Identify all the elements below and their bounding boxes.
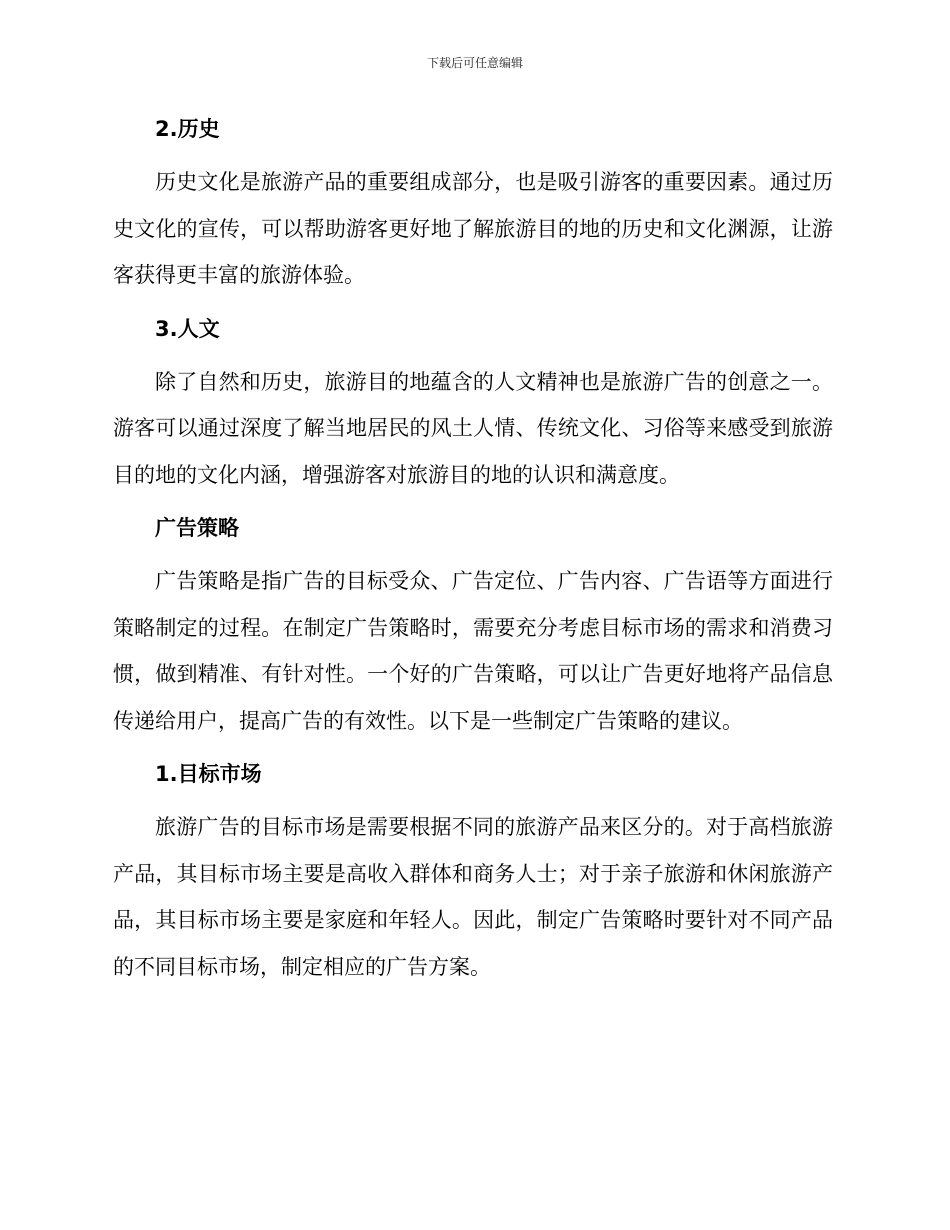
section-heading-target-market: 1.目标市场 [155, 762, 262, 786]
section-paragraph-history: 历史文化是旅游产品的重要组成部分，也是吸引游客的重要因素。通过历史文化的宣传，可以帮助游客更好地了解旅游目的地的历史和文化渊源，让游客获得更丰富的旅游体验。 [113, 170, 833, 287]
header-note: 下载后可任意编辑 [426, 56, 523, 70]
section-heading-ad-strategy: 广告策略 [155, 516, 239, 540]
document-body [113, 108, 833, 999]
section-heading-humanities: 3.人文 [155, 316, 220, 341]
section-paragraph-target-market: 旅游广告的目标市场是需要根据不同的旅游产品来区分的。对于高档旅游产品，其目标市场主要是高收入群体和商务人士；对于亲子旅游和休闲旅游产品，其目标市场主要是家庭和年轻人。因此，制定广告策略时要针对不同产品的不同目标市场，制定相应的广告方案。 [113, 815, 833, 979]
section-paragraph-humanities: 除了自然和历史，旅游目的地蕴含的人文精神也是旅游广告的创意之一。游客可以通过深度了解当地居民的风土人情、传统文化、习俗等来感受到旅游目的地的文化内涵，增强游客对旅游目的地的认识和满意度。 [113, 369, 833, 487]
section-heading-history: 2.历史 [155, 117, 220, 141]
section-paragraph-ad-strategy: 广告策略是指广告的目标受众、广告定位、广告内容、广告语等方面进行策略制定的过程。在制定广告策略时，需要充分考虑目标市场的需求和消费习惯，做到精准、有针对性。一个好的广告策略，可以让广告更好地将产品信息传递给用户，提高广告的有效性。以下是一些制定广告策略的建议。 [113, 569, 833, 733]
